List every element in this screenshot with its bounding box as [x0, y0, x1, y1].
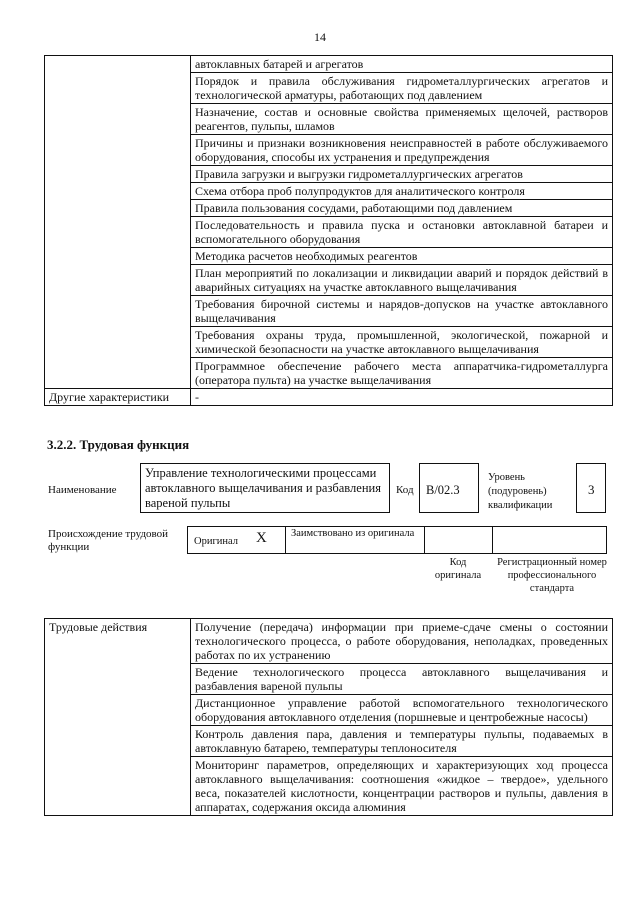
- action-item: Получение (передача) информации при приеме-сдаче смены о состоянии технологического процесса, о работе оборудования, неполадках, проведенных работах по их устранению: [191, 619, 613, 664]
- origin-row: [187, 526, 607, 554]
- knowledge-item: Программное обеспечение рабочего места аппаратчика-гидрометаллурга (оператора пульта) на участке выщелачивания: [191, 358, 613, 389]
- code-box: [419, 463, 479, 513]
- knowledge-row: [45, 56, 613, 73]
- code-value: В/02.3: [426, 483, 460, 497]
- knowledge-item: Назначение, состав и основные свойства применяемых щелочей, растворов реагентов, пульпы, шламов: [191, 104, 613, 135]
- knowledge-item: автоклавных батарей и агрегатов: [191, 56, 613, 73]
- actions-table: [44, 618, 613, 816]
- knowledge-item: Требования охраны труда, промышленной, экологической, пожарной и химической безопасности на участке автоклавного выщелачивания: [191, 327, 613, 358]
- action-item: Ведение технологического процесса автоклавного выщелачивания и разбавления вареной пульпы: [191, 664, 613, 695]
- borrowed-label: Заимствовано из оригинала: [291, 528, 415, 539]
- knowledge-table: [44, 55, 613, 406]
- knowledge-item: Схема отбора проб полупродуктов для аналитического контроля: [191, 183, 613, 200]
- action-item: Контроль давления пара, давления и температуры пульпы, подаваемых в автоклавную батарею, температуры теплоносителя: [191, 726, 613, 757]
- original-label: Оригинал: [194, 536, 238, 547]
- knowledge-item: Правила загрузки и выгрузки гидрометаллургических агрегатов: [191, 166, 613, 183]
- name-label: Наименование: [48, 484, 117, 496]
- other-characteristics-row: [45, 389, 613, 406]
- code-caption: Код оригинала: [434, 557, 482, 581]
- reg-caption: Регистрационный номер профессионального стандарта: [497, 557, 607, 594]
- page-number: 14: [314, 30, 326, 44]
- function-name-value: Управление технологическими процессами автоклавного выщелачивания и разбавления вареной пульпы: [145, 466, 381, 510]
- function-name-box: [140, 463, 390, 513]
- knowledge-label-cell: [45, 56, 191, 389]
- action-item: Мониторинг параметров, определяющих и характеризующих ход процесса автоклавного выщелачивания: соотношения «жидкое – твердое», удельного веса, показателей кислотности, концентрации растворов и пульпы, давления в аппаратах, содержания оксида алюминия: [191, 757, 613, 816]
- action-item: Дистанционное управление работой вспомогательного технологического оборудования автоклавного отделения (поршневые и центробежные насосы): [191, 695, 613, 726]
- knowledge-item: Последовательность и правила пуска и остановки автоклавной батареи и вспомогательного оборудования: [191, 217, 613, 248]
- knowledge-item: Требования бирочной системы и нарядов-допусков на участке автоклавного выщелачивания: [191, 296, 613, 327]
- level-label: Уровень (подуровень) квалификации: [488, 472, 553, 511]
- knowledge-item: План мероприятий по локализации и ликвидации аварий и порядок действий в аварийных ситуациях на участке автоклавного выщелачивания: [191, 265, 613, 296]
- knowledge-item: Порядок и правила обслуживания гидрометаллургических агрегатов и технологической арматуры, работающих под давлением: [191, 73, 613, 104]
- code-label: Код: [396, 484, 414, 496]
- original-mark: Х: [256, 530, 267, 546]
- knowledge-item: Причины и признаки возникновения неисправностей в работе обслуживаемого оборудования, способы их устранения и предупреждения: [191, 135, 613, 166]
- section-title: 3.2.2. Трудовая функция: [47, 437, 190, 452]
- action-row: [45, 619, 613, 664]
- other-characteristics-value: -: [191, 389, 613, 406]
- knowledge-item: Методика расчетов необходимых реагентов: [191, 248, 613, 265]
- knowledge-item: Правила пользования сосудами, работающими под давлением: [191, 200, 613, 217]
- origin-label: Происхождение трудовой функции: [48, 528, 169, 553]
- level-box: [576, 463, 606, 513]
- level-value: 3: [588, 482, 595, 497]
- other-characteristics-label: Другие характеристики: [45, 389, 191, 406]
- actions-label: Трудовые действия: [45, 619, 191, 816]
